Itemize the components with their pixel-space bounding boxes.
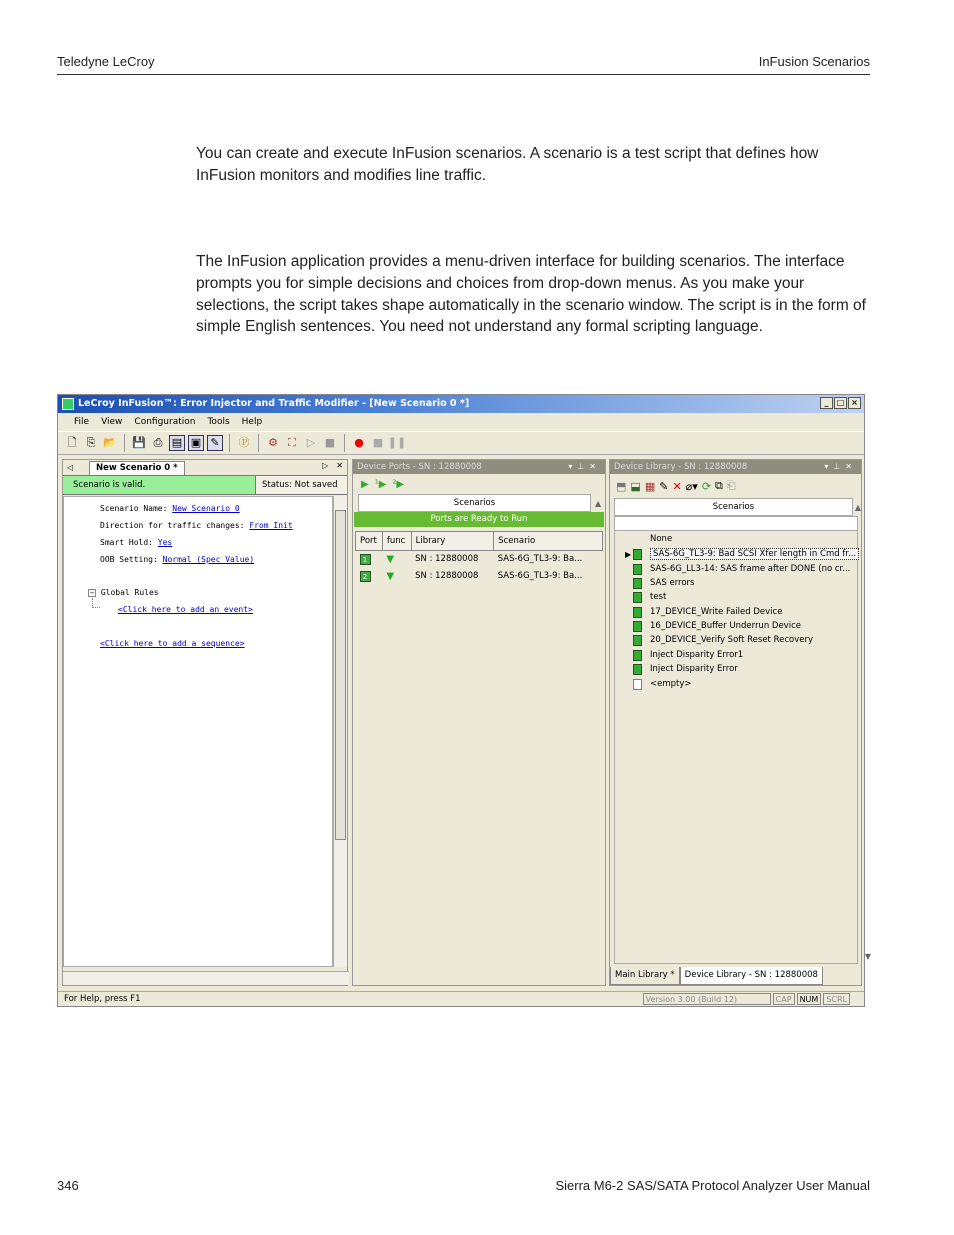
scenarios-header: Scenarios	[358, 494, 591, 512]
print-icon[interactable]: ⎙	[153, 436, 163, 449]
manual-title: Sierra M6-2 SAS/SATA Protocol Analyzer User Manual	[555, 1178, 870, 1193]
device-ports-panel	[352, 459, 606, 986]
tab-scroll-left-icon[interactable]: ◁	[67, 463, 74, 472]
func-down-arrow-icon: ▼	[386, 570, 395, 582]
save-icon[interactable]: 💾	[132, 436, 146, 449]
running-header-left: Teledyne LeCroy	[57, 54, 155, 69]
infusion-window-screenshot	[57, 394, 871, 1007]
running-header-right: InFusion Scenarios	[758, 54, 870, 69]
oob-label: OOB Setting:	[100, 555, 163, 564]
table-row[interactable]	[356, 551, 603, 568]
scroll-up-icon[interactable]: ▲	[595, 498, 602, 508]
list-item[interactable]: test	[621, 590, 666, 604]
add-event-link[interactable]: <Click here to add an event>	[118, 605, 253, 614]
record-icon[interactable]: ●	[354, 436, 364, 449]
menu-tools[interactable]: Tools	[207, 417, 230, 427]
list-item[interactable]: 16_DEVICE_Buffer Underrun Device	[621, 619, 801, 633]
maximize-icon[interactable]: □	[834, 397, 847, 409]
copy-scenario-icon[interactable]: ⧉	[715, 479, 723, 492]
col-library[interactable]: Library	[411, 532, 494, 551]
func-down-arrow-icon: ▼	[386, 553, 395, 565]
device-library-panel	[609, 459, 871, 986]
properties-icon[interactable]: Ⓟ	[238, 436, 250, 449]
row-scenario: SAS-6G_TL3-9: Ba...	[497, 571, 583, 581]
menu-configuration[interactable]: Configuration	[134, 417, 196, 427]
scenario-script-editor	[63, 496, 333, 967]
menu-view[interactable]: View	[101, 417, 123, 427]
menu-bar	[58, 413, 864, 431]
status-bar	[58, 991, 864, 1006]
scroll-up-icon[interactable]: ▲	[854, 502, 861, 512]
tree-connector	[92, 598, 100, 608]
smart-hold-link[interactable]: Yes	[157, 538, 173, 547]
device-ports-title: Device Ports - SN : 12880008	[357, 462, 482, 472]
scenario-name-label: Scenario Name:	[100, 504, 173, 513]
tab-scroll-right-icon[interactable]: ▷	[322, 461, 329, 470]
list-item[interactable]: <empty>	[621, 677, 692, 691]
direction-link[interactable]: From Init	[249, 521, 293, 530]
version-label: Version 3.00 (Build 12)	[643, 993, 771, 1005]
run-port-icon[interactable]: ▶	[361, 478, 369, 490]
window-titlebar	[58, 395, 864, 413]
table-row[interactable]	[356, 568, 603, 585]
pause-icon[interactable]: ❚❚	[387, 436, 407, 449]
menu-help[interactable]: Help	[241, 417, 263, 427]
script-horizontal-scrollbar[interactable]	[63, 971, 349, 985]
run-port-2-icon[interactable]: ²▶	[392, 478, 405, 490]
traffic-icon[interactable]: ⛶	[288, 436, 296, 449]
menu-file[interactable]: File	[74, 417, 90, 427]
library-icon[interactable]: ▦	[644, 479, 656, 493]
scenario-library-list	[614, 516, 871, 964]
new-file-icon[interactable]: 🗋	[67, 436, 77, 449]
refresh-icon[interactable]: ⟳	[701, 479, 712, 493]
selected-arrow-icon: ▶	[625, 549, 632, 559]
stop-icon[interactable]: ■	[324, 436, 336, 449]
list-item[interactable]: SAS-6G_LL3-14: SAS frame after DONE (no cr...	[621, 562, 850, 576]
list-item[interactable]: SAS errors	[621, 576, 694, 590]
copy-icon[interactable]: ⎘	[86, 436, 96, 449]
scroll-down-icon[interactable]: ▼	[864, 952, 871, 961]
list-item[interactable]: Inject Disparity Error	[621, 662, 738, 676]
device-library-title: Device Library - SN : 12880008	[614, 462, 748, 472]
paste-icon[interactable]: ⎗	[726, 479, 736, 492]
num-indicator: NUM	[797, 993, 822, 1005]
list-item[interactable]: 17_DEVICE_Write Failed Device	[621, 605, 782, 619]
ports-ready-banner: Ports are Ready to Run	[354, 512, 604, 527]
scenario-name-link[interactable]: New Scenario 0	[172, 504, 240, 513]
scenario-valid-status: Scenario is valid.	[63, 476, 256, 494]
tab-close-icon[interactable]: ✕	[336, 461, 343, 470]
library-scenarios-header: Scenarios	[614, 498, 853, 516]
global-rules-label: Global Rules	[100, 588, 159, 597]
collapse-icon[interactable]: −	[89, 589, 95, 597]
minimize-icon[interactable]: _	[820, 397, 833, 409]
run-port-1-icon[interactable]: ¹▶	[374, 478, 387, 490]
col-port[interactable]: Port	[356, 532, 383, 551]
intro-paragraph: You can create and execute InFusion scenarios. A scenario is a test script that defines how InFusion monitors and modifies line traffic.	[196, 145, 819, 184]
run-icon[interactable]: ▷	[306, 436, 316, 449]
edit-doc-icon[interactable]: ✎	[207, 435, 223, 451]
port-badge: 1	[360, 554, 371, 565]
list-item[interactable]: Inject Disparity Error1	[621, 648, 743, 662]
row-library: SN : 12880008	[415, 571, 479, 581]
help-hint: For Help, press F1	[64, 994, 141, 1004]
import-icon[interactable]: ⬒	[616, 479, 627, 493]
script-vertical-scrollbar[interactable]	[333, 496, 347, 967]
col-func[interactable]: func	[382, 532, 411, 551]
ports-icon[interactable]: ⚙	[268, 436, 278, 449]
col-scenario[interactable]: Scenario	[494, 532, 603, 551]
scroll-lock-indicator: SCRL	[823, 993, 850, 1005]
close-icon[interactable]: ×	[848, 397, 861, 409]
panel-controls-icon[interactable]: ▾⊥✕	[568, 462, 601, 471]
panel-controls-icon[interactable]: ▾⊥✕	[824, 462, 857, 471]
row-library: SN : 12880008	[415, 554, 479, 565]
port-badge: 2	[360, 571, 371, 582]
window-title: LeCroy InFusion™: Error Injector and Traffic Modifier - [New Scenario 0 *]	[78, 398, 470, 409]
delete-icon[interactable]: ✕	[672, 479, 682, 493]
page-number: 346	[57, 1178, 79, 1193]
view-list-icon[interactable]: ▤	[169, 435, 185, 451]
open-folder-icon[interactable]: 📂	[103, 436, 117, 449]
row-scenario: SAS-6G_TL3-9: Ba...	[497, 554, 583, 565]
tab-new-scenario[interactable]: New Scenario 0 *	[89, 461, 185, 475]
interface-paragraph: The InFusion application provides a menu-driven interface for building scenarios. The interface prompts you for simple decisions and choices from drop-down menus. As you make your selections, the script takes shape automatically in the scenario window. The script is in the form of simple English sentences. You need not understand any formal scripting language.	[196, 253, 866, 336]
oob-link[interactable]: Normal (Spec Value)	[162, 555, 255, 564]
view-panel-icon[interactable]: ▣	[188, 435, 204, 451]
main-toolbar	[58, 431, 864, 455]
tab-main-library[interactable]: Main Library *	[610, 967, 680, 985]
save-status: Status: Not saved	[256, 476, 347, 494]
caps-indicator: CAP	[773, 993, 795, 1005]
list-item[interactable]: ▶ SAS-6G_TL3-9: Bad SCSI Xfer length in Cmd fr...	[621, 547, 859, 561]
attach-icon[interactable]: ⌀▾	[685, 479, 698, 493]
smart-hold-label: Smart Hold:	[100, 538, 158, 547]
tab-device-library[interactable]: Device Library - SN : 12880008	[680, 967, 823, 985]
export-icon[interactable]: ⬓	[630, 479, 641, 493]
list-item[interactable]: 20_DEVICE_Verify Soft Reset Recovery	[621, 633, 813, 647]
header-rule	[57, 74, 870, 75]
stop-record-icon[interactable]: ■	[372, 436, 384, 449]
direction-label: Direction for traffic changes:	[100, 521, 250, 530]
add-sequence-link[interactable]: <Click here to add a sequence>	[100, 639, 245, 648]
scenario-panel	[62, 459, 348, 986]
ports-table	[355, 531, 603, 585]
list-item[interactable]: None	[650, 534, 673, 544]
app-icon	[62, 398, 74, 410]
edit-icon[interactable]: ✎	[659, 479, 669, 493]
